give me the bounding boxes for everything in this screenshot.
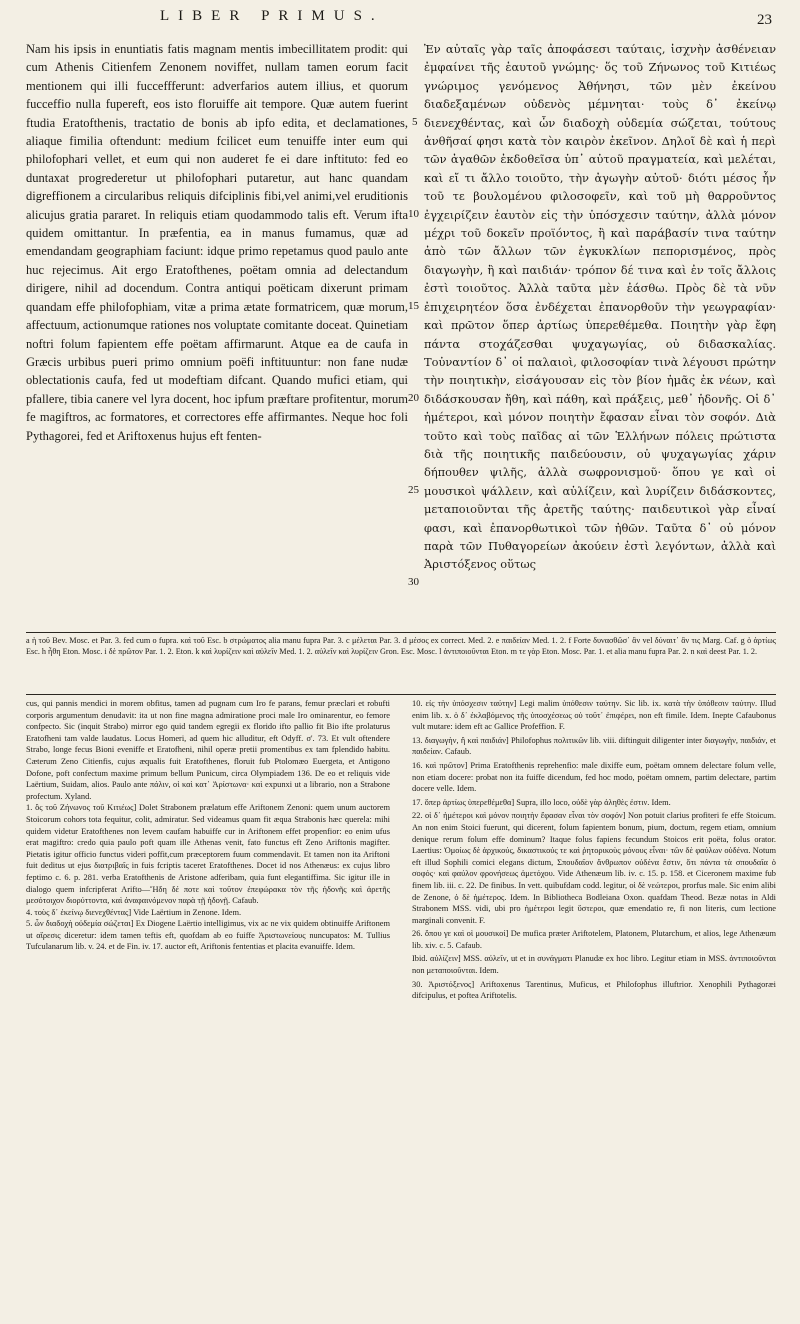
commentary-note: cus, qui pannis mendici in morem obfitus, tamen ad pugnam cum Iro fe parans, femur præclari et robufti corporis argumentum denudavit: ita ut non fine magna admiratione proci male Iro ominarentur, eo femore confpecto. Sic (inquit Strabo) mirror ego quid tandem egregii ex florido ifto pallio fit Bio ifte prolaturus Eratofheni tam valde laudatus. Locus Homeri, ad quem hic alluditur, eft Odyff. σ'. 73. Et vult oftendere Strabo, longe fecus Bioni eveniffe et Eratofheni, nihil operæ pretii promentibus ex tam fplendido habitu. Cæterum Zeno Citienfis, cujus æqualis fuit Eratofthenes, floruit fub Ptolomæo Euergeta, et Antigono Dofone, poft confectum maxime primum bellum Punicum, circa Olympiadem 136. De eo et reliquis vide Laërtium, Suidam, alios. Paulo ante πάλιν, οἱ καὶ κατ᾽ Ἀρίστωνα· καὶ expunxi ut a librario, non a Strabone profectum. Xyland.: [26, 699, 390, 801]
running-title: LIBER PRIMUS.: [160, 8, 384, 24]
commentary-note: 22. οἱ δ᾽ ἡμέτεροι καὶ μόνον ποιητὴν ἔφασαν εἶναι τὸν σοφόν] Non potuit clarius profiteri fe effe Stoicum. An non enim Stoici fuerunt, qui dicerent, folum fapientem bonum, pium, doctum, regem etiam, omnium denique rerum folum effe dominum? Itaque folus fapiens fecundum Stoicos erit poëta, folus orator. Laertius: Ὁμοίως δὲ ἀρχικούς, δικαστικούς τε καὶ ῥητορικοὺς μόνους εἶναι· τῶν δὲ φαύλων οὐδένα. Notum eft illud Sophili comici elegans dictum, Σπουδαῖον ἄνθρωπον οὐδένα ἔστιν, ὅτι πάντα τὰ σπουδαῖα ὁ σοφός· καὶ φαύλον φρονήσεως ἀμετόχου. Vide Athenæum lib. iv. c. 15. p. 158. et Ciceronem maxime fub finem lib. iii. c. 22. De finibus. In vett. quibufdam codd. legitur, οἱ δὲ νεώτεροι, prorfus male. Sic enim alibi de Zenone, ὁ δὲ ἡμέτερος. Idem. In Bibliotheca Bodleiana Oxon. quafdam Theod. Bezæ notas in Aldi Strabonem MSS. vidi, ubi pro ἡμέτεροι legit ὕστεροι, quæ emendatio re, fi non literis, cum lectione marginali convenit. F.: [412, 811, 776, 925]
line-number: 10: [408, 208, 419, 220]
commentary-note: 30. Ἀριστόξενος] Ariftoxenus Tarentinus, Muficus, et Philofophus illuftrior. Xenophili Pythagoræi difcipulus, et poftea Ariftotelis.: [412, 979, 776, 1001]
line-number: 25: [408, 484, 419, 496]
commentary-note: 10. εἰς τὴν ὑπόσχεσιν ταύτην] Legi malim ὑπόθεσιν ταύτην. Sic lib. ix. κατὰ τὴν ὑπόθεσιν ταύτην. Illud enim lib. x. ὁ δ᾽ ἐκλαβόμενος τῆς ὑποσχέσεως οὐ τοῦτ᾽ ἐπιφέρει, non eft fimile. Idem. Inepte Cafaubonus vult mutare: idem eft ac Gallice Profeffion. F.: [412, 699, 776, 732]
commentary-note: 4. τοὺς δ᾽ ἐκείνῳ διενεχθέντας] Vide Laërtium in Zenone. Idem.: [26, 907, 242, 917]
commentary-note: 17. ὅπερ ἀρτίως ὑπερεθέμεθα] Supra, illo loco, οὐδὲ γὰρ ἀληθὲς ἐστιν. Idem.: [412, 797, 671, 807]
line-number: 5: [412, 116, 418, 128]
commentary-note: Ibid. αὐλίζειν] MSS. αὐλεῖν, ut et in συνάγματι Planudæ ex hoc libro. Legitur etiam in MSS. ἀντιποιοῦνται non μεταποιοῦνται. Idem.: [412, 954, 776, 976]
line-number: 20: [408, 392, 419, 404]
commentary-note: 13. διαγωγὴν, ἢ καὶ παιδιάν] Philofophus πολιτικῶν lib. viii. diftinguit diligenter inter διαγωγὴν, παιδιάν, et παιδείαν. Cafaub.: [412, 735, 776, 757]
commentary-left-column: [26, 698, 390, 953]
commentary-divider: [26, 694, 776, 695]
greek-text-column: [424, 40, 776, 574]
line-number: 15: [408, 300, 419, 312]
commentary-right-column: [412, 698, 776, 1004]
variant-readings: a ἡ τοῦ Bev. Mosc. et Par. 3. fed cum ο fupra. καὶ τοῦ Esc. b στρώματος alia manu fupra Par. 3. c μέλεται Par. 3. d μέσος ex correct. Med. 2. e παιδείαν Med. 1. 2. f Forte δυνασθῶσ᾽ ἂν vel δύναιτ᾽ ἂν τις Marg. Caf. g ὁ ἀρτίως Esc. h ἦθη Eton. Mosc. i δὲ πρῶτον Par. 1. 2. Eton. k καὶ λυρίζειν καὶ αὐλεῖν Med. 1. 2. αὐλεῖν καὶ λυρίζειν Gron. Esc. Mosc. l ἀντιποιοῦνται Eton. m τε γὰρ Eton. Mosc. Par. 1. et alia manu fupra Par. 2. n καὶ deest Par. 1. 2.: [26, 636, 776, 656]
latin-paragraph: Nam his ipsis in enuntiatis fatis magnam mentis imbecillitatem prodit: qui cum Athenis Citienfem Zenonem noviffet, nullam tamen eorum facit mentionem qui illi fucceffferunt: adverfarios autem illius, et quorum fucceffio nulla fupereft, eos isto floruiffe ait tempore. Quæ autem fuerint ftudia Eratofthenis, tractatio de bonis ab ipfo edita, et declamationes, aliaque fimilia oftendunt: medium fcilicet eum tenuiffe inter eum qui philofophari vellet, et eum qui non auderet fe ei dare inftituto: fed eo duntaxat progrederetur ut philofophari putaretur, aut hanc quandam digreffionem a circularibus reliquis difciplinis fibi,vel animi,vel eruditionis alicujus gratia pararet. In reliquis etiam quodammodo talis eft. Verum ifta quidem omittantur. In præfentia, ea in manus fumamus, quæ ad emendandam geographiam faciunt: idque primo repetamus quod paulo ante huc rejecimus. Ait ergo Eratofthenes, poëtam omnia ad delectandum dirigere, nihil ad docendum. Contra antiqui poëticam dixerunt primam quandam effe philofophiam, vitæ a prima ætate formatricem, quæ morum, affectuum, actionumque rationes nos voluptate comitante doceat. Quinetiam noftri folum fapientem effe poëtam affirmarunt. Atque ea de caufa in Græcis urbibus pueri primo omnium poëfi inftituuntur: non fane nudæ oblectationis caufa, fed ut modeftiam difcant. Quando mufici etiam, qui pfallere, tibia canere vel lyra docent, hoc ipfum præftare profitentur, morum fe magiftros, ac formatores, et correctores effe affirmantes. Neque hoc foli Pythagorei, fed et Ariftoxenus hujus eft fenten-: [26, 42, 408, 443]
commentary-note: 16. καὶ πρῶτον] Prima Eratofthenis reprehenfio: male dixiffe eum, poëtam omnem delectare folum velle, non etiam docere: probat non ita fuiffe dicendum, fed hoc modo, poëtam omnem, partim delectare, partim docere velle. Idem.: [412, 760, 776, 794]
text-footnote-divider: [26, 632, 776, 633]
variant-readings-apparatus: [26, 636, 776, 692]
greek-paragraph: Ἐν αὐταῖς γὰρ ταῖς ἀποφάσεσι ταύταις, ἰσχνὴν ἀσθένειαν ἐμφαίνει τῆς ἑαυτοῦ γνώμης· ὅς τοῦ Ζήνωνος τοῦ Κιτιέως γνώριμος γενόμενος Ἀθήνησι, τῶν μὲν ἐκείνου διαδεξαμένων οὐδενὸς μέμνηται· τοὺς δ᾽ ἐκείνῳ διενεχθέντας, καὶ ὧν διαδοχὴ οὐδεμία σώζεται, τούτους ἀνθῆσαί φησι κατὰ τὸν καιρὸν ἐκεῖνον. Δηλοῖ δὲ καὶ ἡ περὶ τῶν ἀγαθῶν ἐκδοθεῖσα ὑπ᾽ αὐτοῦ πραγματεία, καὶ μελέται, καὶ εἴ τι ἄλλο τοιοῦτο, τὴν ἀγωγὴν αὐτοῦ· διότι μέσος ἦν τοῦ τε βουλομένου φιλοσοφεῖν, καὶ τοῦ μὴ θαρροῦντος ἐγχειρίζειν ἑαυτὸν εἰς τὴν ὑπόσχεσιν ταύτην, ἀλλὰ μόνον μέχρι τοῦ δοκεῖν προϊόντος, ἢ καὶ παράβασίν τινα ταύτην ἀπὸ τῶν ἄλλων τῶν ἐγκυκλίων πεπορισμένος, πρὸς διαγωγὴν, ἢ καὶ παιδιάν· τρόπον δέ τινα καὶ ἐν τοῖς ἄλλοις ἐστὶ τοιοῦτος. Ἀλλὰ ταῦτα μὲν ἐάσθω. Πρὸς δὲ τὰ νῦν ἐπιχειρητέον ὅσα ἐνδέχεται ἐπανορθοῦν τὴν γεωγραφίαν· καὶ πρῶτον ὅπερ ἀρτίως ὑπερεθέμεθα. Ποιητὴν γὰρ ἔφη πάντα στοχάζεσθαι ψυχαγωγίας, οὐ διδασκαλίας. Τοὐναντίον δ᾽ οἱ παλαιοὶ, φιλοσοφίαν τινὰ λέγουσι πρώτην τὴν ποιητικὴν, εἰσάγουσαν εἰς τὸν βίον ἡμᾶς ἐκ νέων, καὶ διδάσκουσαν ἤθη, καὶ πάθη, καὶ πράξεις, μεθ᾽ ἡδονῆς. Οἱ δ᾽ ἡμέτεροι, καὶ μόνον ποιητὴν ἔφασαν εἶναι τὸν σοφόν. Διὰ τοῦτο καὶ τοὺς παῖδας αἱ τῶν Ἑλλήνων πόλεις πρώτιστα διὰ τῆς ποιητικῆς παιδεύουσιν, οὐ ψυχαγωγίας χάριν δήπουθεν ψιλῆς, ἀλλὰ σωφρονισμοῦ· ὅπου γε καὶ οἱ μουσικοὶ ψάλλειν, καὶ αὐλίζειν, καὶ λυρίζειν διδάσκοντες, μεταποιοῦνται τῆς ἀρετῆς ταύτης· παιδευτικοὶ γὰρ εἶναί φασι, καὶ ἐπανορθωτικοὶ τῶν ἠθῶν. Ταῦτα δ᾽ οὐ μόνον παρὰ τῶν Πυθαγορείων ἀκούειν ἐστὶ λεγόντων, ἀλλὰ καὶ Ἀριστόξενος οὕτως: [424, 42, 776, 572]
page-header: [0, 8, 800, 34]
commentary-note: 26. ὅπου γε καὶ οἱ μουσικοί] De mufica præter Ariftotelem, Platonem, Plutarchum, et alios, lege Athenæum lib. xiv. c. 5. Cafaub.: [412, 929, 776, 950]
page-number: 23: [757, 12, 772, 28]
commentary-note: 5. ὧν διαδοχὴ οὐδεμία σώζεται] Ex Diogene Laërtio intelligimus, vix ac ne vix quidem obtinuiffe Ariftonem ut αἵρεσις diceretur: idem tamen teftis eft, quofdam ab eo fuiffe Ἀριστωνείους nuncupatos: M. Tullius Tufculanarum lib. v. 24. et de Fin. iv. 17. auctor eft, Ariftonis fententias et placita evanuiffe. Idem.: [26, 919, 390, 952]
latin-translation-column: [26, 40, 408, 445]
commentary-note: 1. ὃς τοῦ Ζήνωνος τοῦ Κιτιέως] Dolet Strabonem prælatum effe Ariftonem Zenoni: quem unum auctorem Stoicorum cohors tota fequitur, colit, admiratur. Sed videamus quam fit æqua Strabonis hæc querela: mihi quidem videtur Eratofthenes non levem caufam habuiffe cur in Ariftonem effet propenfior: eo enim ufus erat magiftro: credo quia paulo poft quam ille Athenas venit, fato functus eft Zeno Ariftonis magifter. Pietatis igitur officio functus videri poffit,cum præceptorem fuum commendavit. Et tamen non ita Ariftoni fuit deditus ut ejus διατριβαῖς in fuis fcriptis taceret Eratofthenes. Docet id nos Athenæus: ex cujus libro feptimo c. 6. p. 281. verba Eratofthenis de Aristone adferibam, quia funt elegantiffima. Sic igitur ille in dialogo quem infcripferat Arifto—Ἤδη δέ ποτε καὶ τοῦτον ἐπεφώρακα τὸν τῆς ἡδονῆς καὶ ἀρετῆς μεσότοιχον διορύττοντα, καὶ ἀναφαινόμενον παρὰ τῇ ἡδονῇ. Cafaub.: [26, 803, 390, 906]
line-number: 30: [408, 576, 419, 588]
